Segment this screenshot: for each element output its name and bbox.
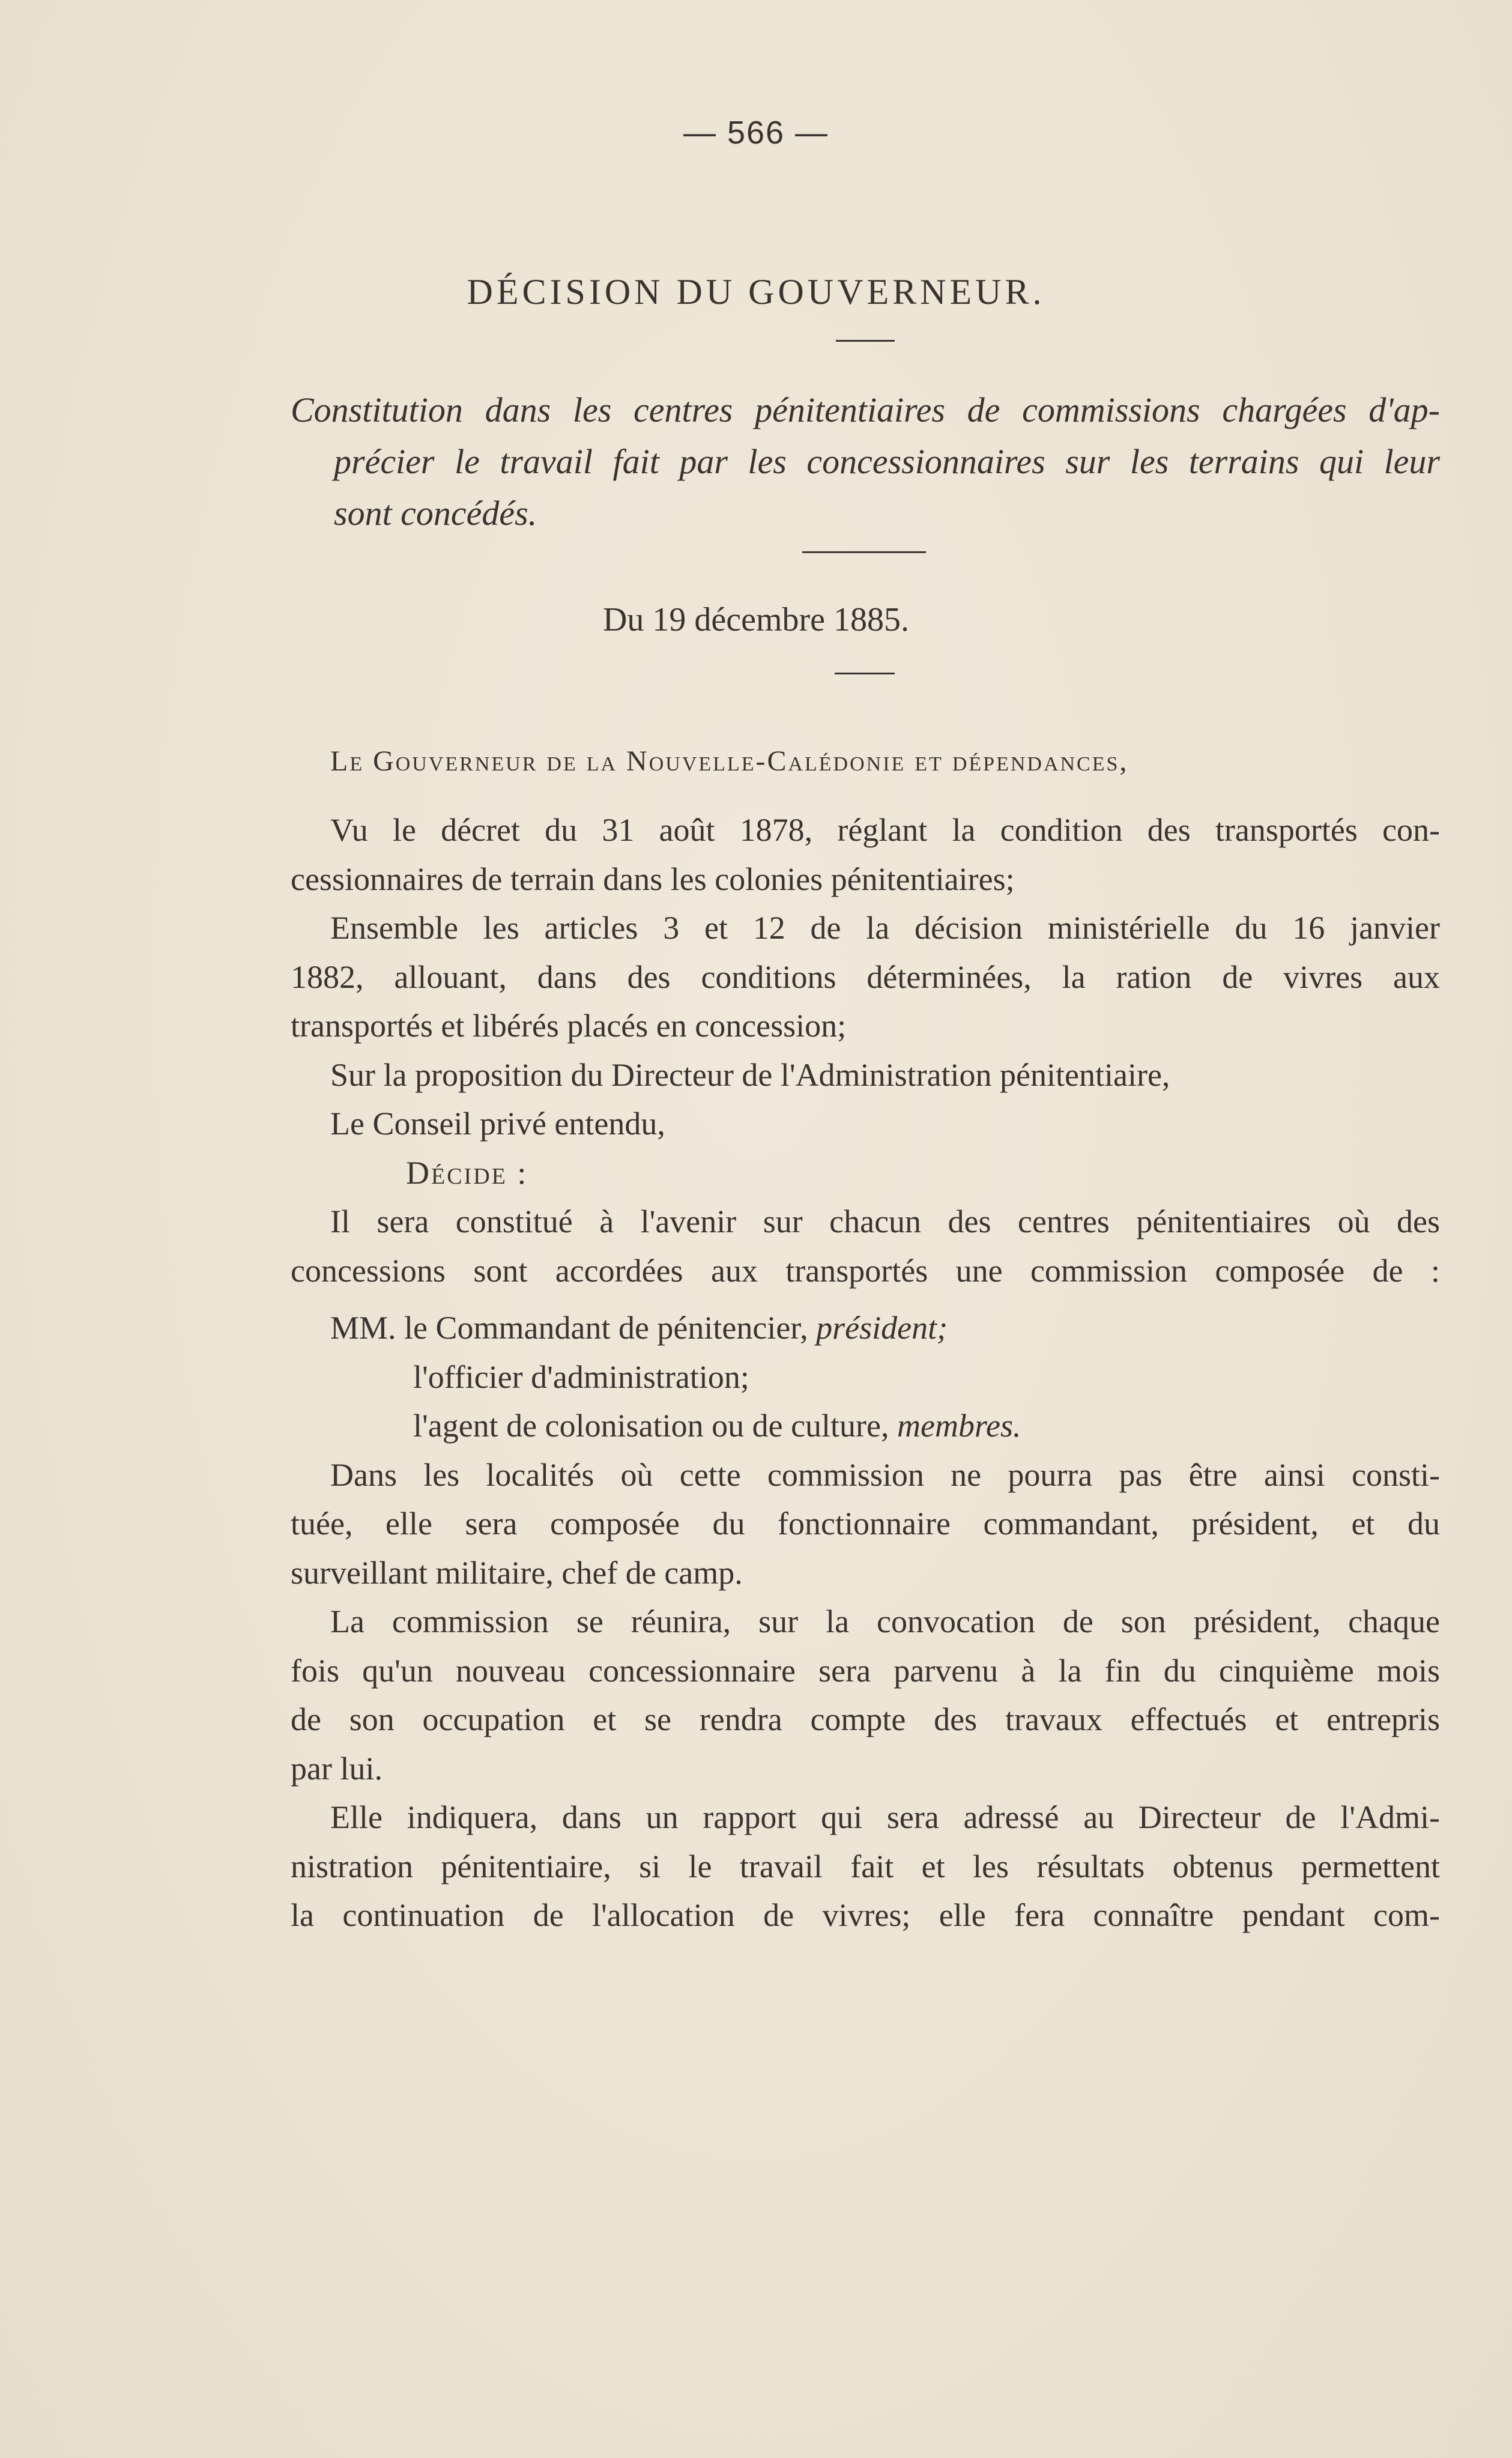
decision-subject [291,384,1440,539]
body-line: Vu le décret du 31 août 1878, réglant la condition des transportés con- [330,812,1440,848]
subject-line: précier le travail fait par les concessionnaires sur les terrains qui leur [334,442,1440,481]
issuing-authority: Le Gouverneur de la Nouvelle-Calédonie et dépendances, [330,745,1129,777]
body-line: la continuation de l'allocation de vivres; elle fera connaître pendant com- [291,1897,1440,1933]
body-line: cessionnaires de terrain dans les colonies pénitentiaires; [291,861,1015,897]
body-line: Il sera constitué à l'avenir sur chacun des centres pénitentiaires où des [330,1203,1440,1240]
date-rule [835,673,895,674]
decision-date: Du 19 décembre 1885. [602,601,910,638]
decide-heading: Décide : [406,1154,528,1191]
subject-line: sont concédés. [334,494,537,533]
title-rule [836,340,895,342]
body-line: 1882, allouant, dans des conditions déterminées, la ration de vivres aux [291,958,1440,995]
commission-member: l'officier d'administration; [413,1358,749,1395]
decision-body [291,806,1440,1940]
commission-role: membres. [897,1408,1021,1444]
body-line: Elle indiquera, dans un rapport qui sera adressé au Directeur de l'Admi- [330,1799,1440,1835]
body-line: concessions sont accordées aux transportés une commission composée de : [291,1252,1440,1289]
body-line: tuée, elle sera composée du fonctionnaire commandant, président, et du [291,1506,1440,1542]
body-line: La commission se réunira, sur la convocation de son président, chaque [330,1603,1440,1639]
body-line: fois qu'un nouveau concessionnaire sera parvenu à la fin du cinquième mois [291,1652,1440,1689]
subject-line: Constitution dans les centres pénitentiaires de commissions chargées d'ap- [291,390,1440,429]
commission-member-line [291,1402,1440,1451]
commission-member-line [291,1304,1440,1353]
commission-member: MM. le Commandant de pénitencier, [330,1310,808,1346]
body-line: de son occupation et se rendra compte des travaux effectués et entrepris [291,1701,1440,1737]
page-title: DÉCISION DU GOUVERNEUR. [467,272,1045,312]
subject-rule [802,551,926,553]
commission-member: l'agent de colonisation ou de culture, [413,1408,889,1444]
body-line: par lui. [291,1750,383,1787]
commission-role: président; [816,1310,948,1346]
body-line: Ensemble les articles 3 et 12 de la décision ministérielle du 16 janvier [330,910,1440,946]
body-line: nistration pénitentiaire, si le travail fait et les résultats obtenus permettent [291,1848,1440,1884]
body-line: surveillant militaire, chef de camp. [291,1554,743,1591]
body-line: Le Conseil privé entendu, [330,1106,665,1142]
page-number: — 566 — [683,115,829,151]
body-line: transportés et libérés placés en concession; [291,1008,847,1044]
body-line: Sur la proposition du Directeur de l'Administration pénitentiaire, [330,1056,1170,1093]
body-line: Dans les localités où cette commission ne pourra pas être ainsi consti- [330,1456,1440,1493]
